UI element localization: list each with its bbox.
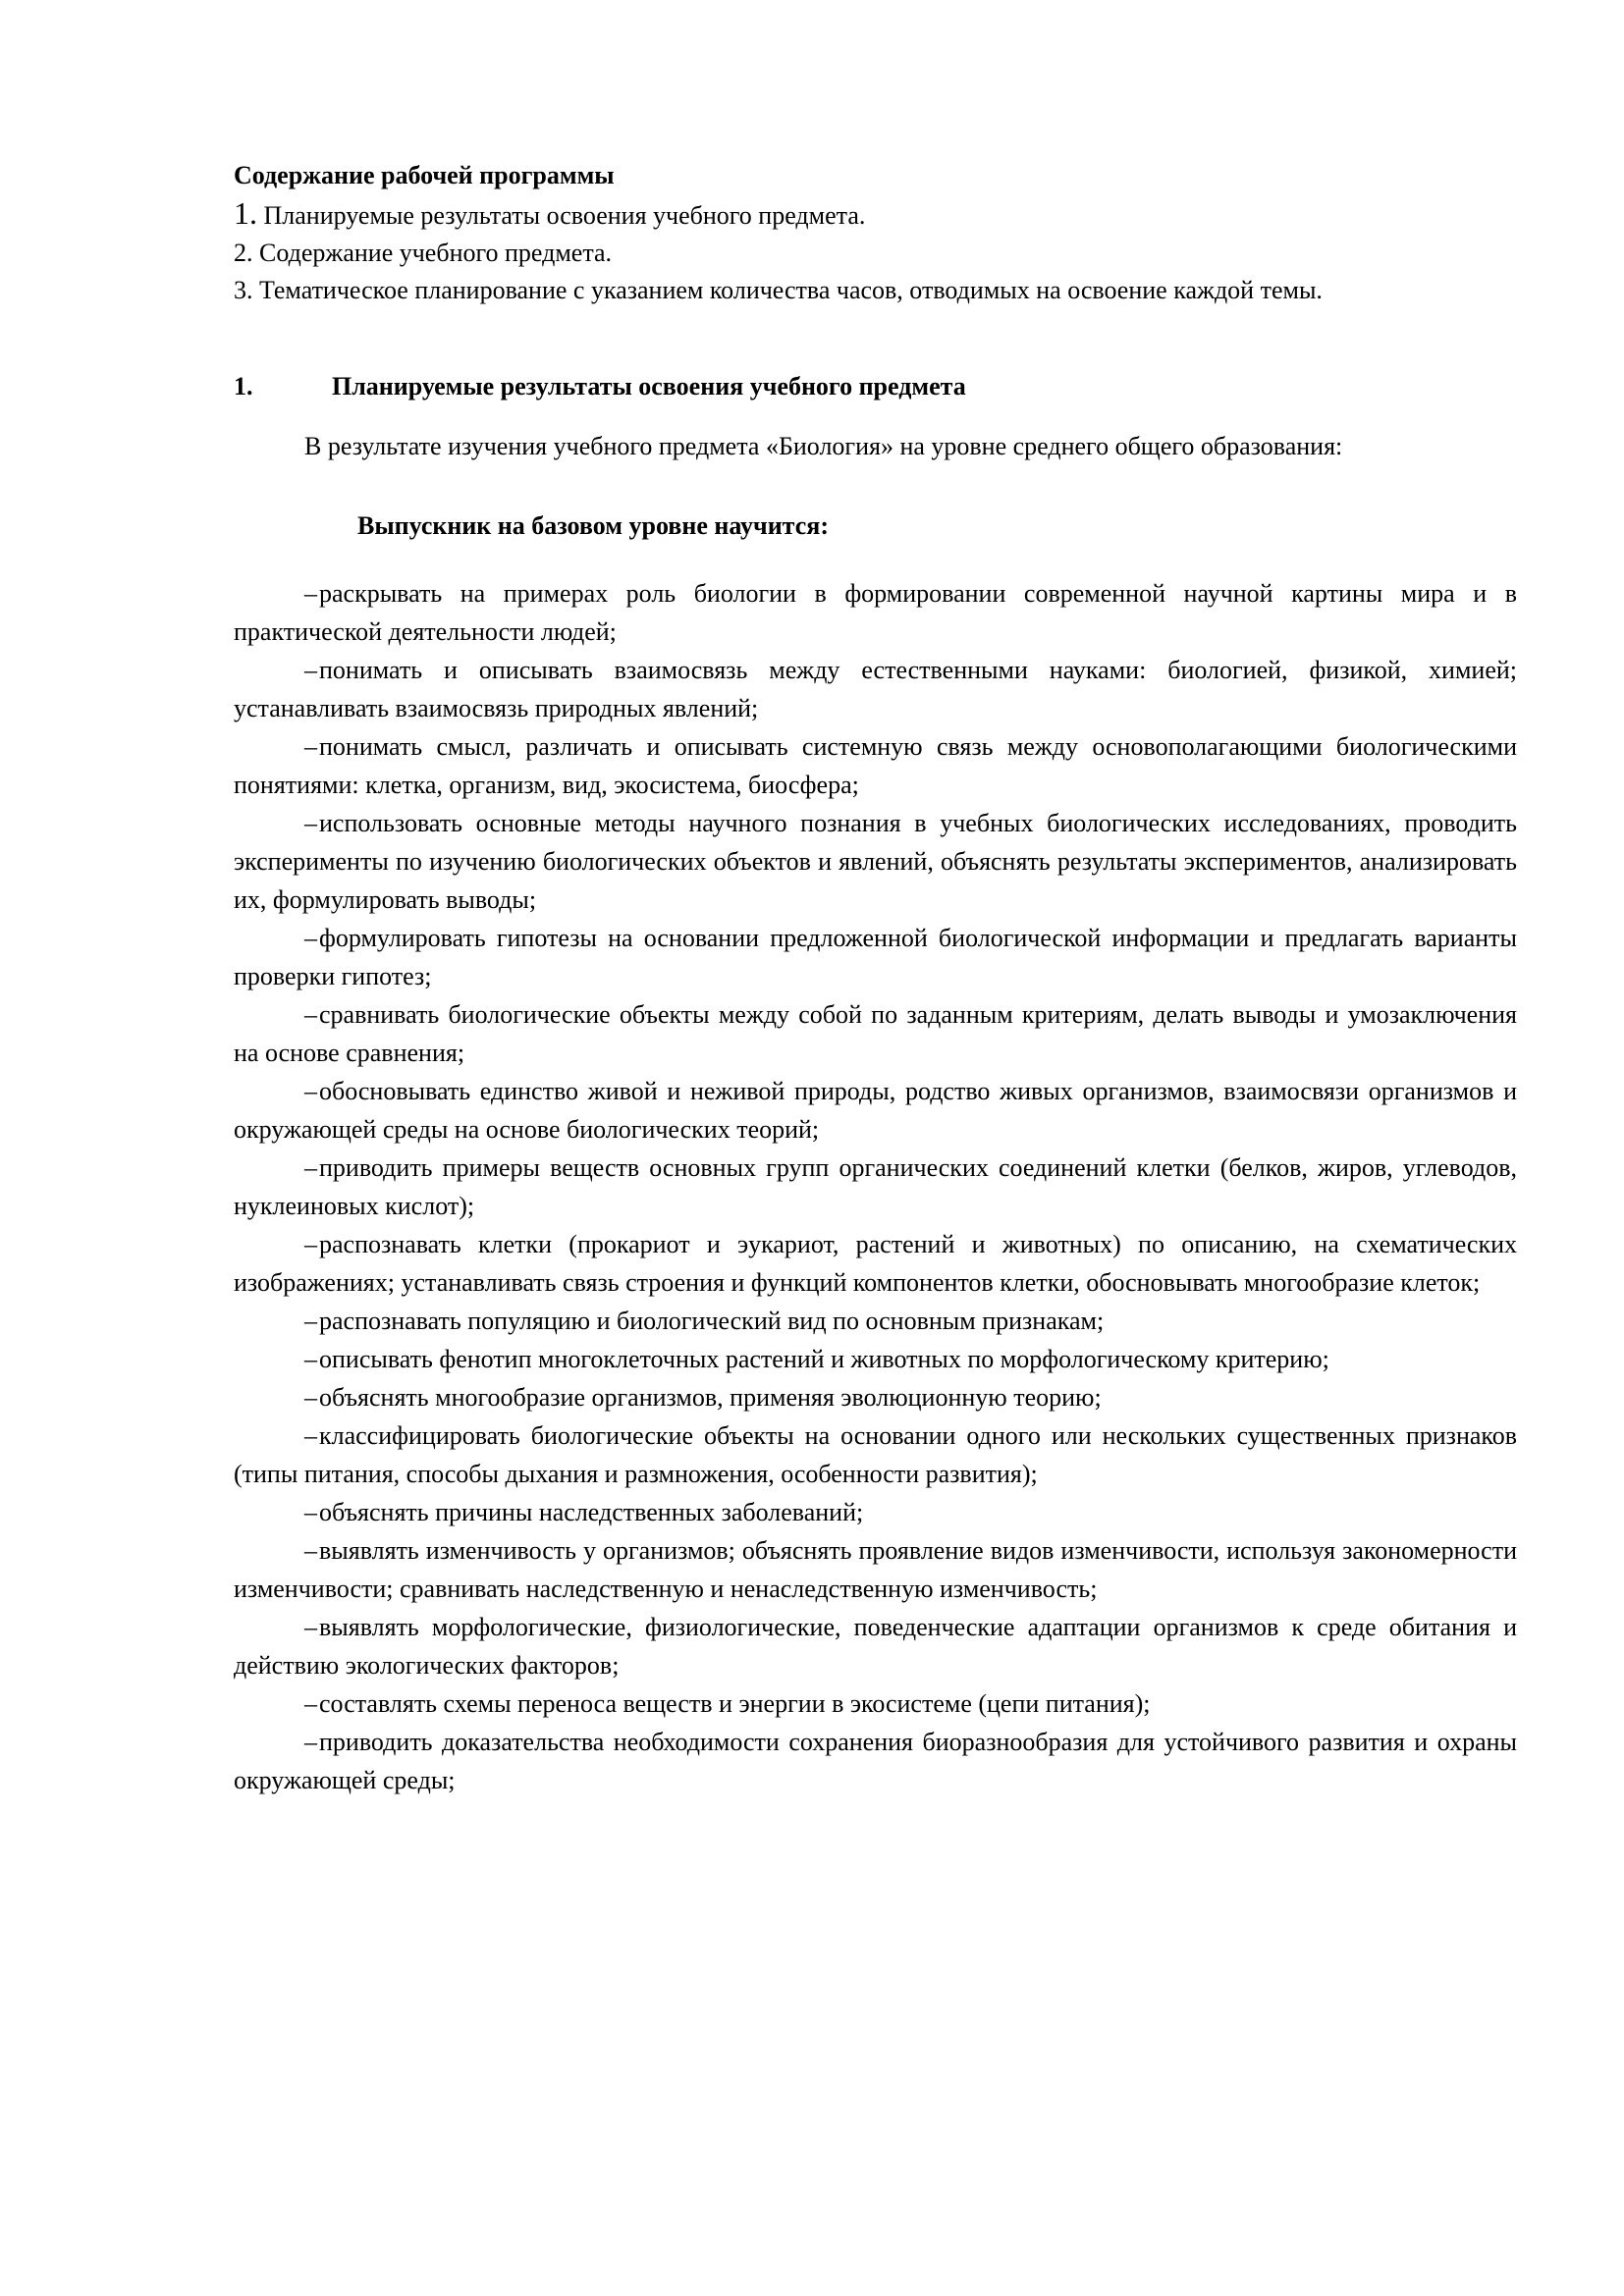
dash-bullet: – [304, 1689, 317, 1718]
list-item-text: классифицировать биологические объекты на основании одного или нескольких существенных признаков (типы питания, способы дыхания и размножения, особенности развития); [234, 1421, 1517, 1488]
list-item-text: объяснять многообразие организмов, применяя эволюционную теорию; [319, 1383, 1102, 1412]
dash-bullet: – [304, 1077, 317, 1105]
dash-bullet: – [304, 924, 317, 952]
list-item [234, 1302, 1517, 1340]
dash-bullet: – [304, 1345, 317, 1373]
list-item [234, 919, 1517, 995]
list-item-text: использовать основные методы научного познания в учебных биологических исследованиях, проводить эксперименты по изучению биологических объектов и явлений, объяснять результаты экспериментов, анализировать их, формулировать выводы; [234, 809, 1517, 914]
dash-bullet: – [304, 1498, 317, 1526]
list-item-text: распознавать популяцию и биологический вид по основным признакам; [319, 1307, 1105, 1335]
list-item [234, 1416, 1517, 1493]
toc-item-text: Тематическое планирование с указанием количества часов, отводимых на освоение каждой темы. [259, 276, 1323, 304]
list-item [234, 1684, 1517, 1723]
list-item-text: объяснять причины наследственных заболеваний; [319, 1498, 864, 1526]
dash-bullet: – [304, 1421, 317, 1450]
list-item [234, 1723, 1517, 1799]
dash-bullet: – [304, 579, 317, 608]
list-item-text: выявлять изменчивость у организмов; объяснять проявление видов изменчивости, используя закономерности изменчивости; сравнивать наследственную и ненаследственную изменчивость; [234, 1536, 1517, 1603]
toc-item-number: 3. [234, 276, 253, 304]
list-item-text: понимать смысл, различать и описывать системную связь между основополагающими биологическими понятиями: клетка, организм, вид, экосистема, биосфера; [234, 732, 1517, 799]
list-item [234, 1225, 1517, 1302]
intro-paragraph: В результате изучения учебного предмета «Биология» на уровне среднего общего образования: [304, 432, 1343, 460]
list-item-text: формулировать гипотезы на основании предложенной биологической информации и предлагать варианты проверки гипотез; [234, 924, 1517, 990]
outcome-list [234, 574, 1517, 1799]
list-item [234, 574, 1517, 651]
toc-item-text: Планируемые результаты освоения учебного предмета. [263, 201, 866, 230]
list-item-text: понимать и описывать взаимосвязь между естественными науками: биологией, физикой, химией; устанавливать взаимосвязь природных явлений; [234, 656, 1517, 722]
list-item-text: обосновывать единство живой и неживой природы, родство живых организмов, взаимосвязи организмов и окружающей среды на основе биологических теорий; [234, 1077, 1517, 1144]
dash-bullet: – [304, 1383, 317, 1412]
list-item-text: распознавать клетки (прокариот и эукариот, растений и животных) по описанию, на схематических изображениях; устанавливать связь строения и функций компонентов клетки, обосновывать многообразие клеток; [234, 1230, 1517, 1297]
toc-title: Содержание рабочей программы [234, 161, 615, 189]
toc-item-2 [234, 235, 1517, 272]
list-item [234, 1493, 1517, 1531]
subheading: Выпускник на базовом уровне научится: [357, 511, 830, 540]
toc-item-3 [234, 272, 1517, 309]
toc-item-number: 2. [234, 239, 253, 267]
list-item [234, 1148, 1517, 1225]
list-item-text: раскрывать на примерах роль биологии в формировании современной научной картины мира и в практической деятельности людей; [234, 579, 1517, 646]
dash-bullet: – [304, 1728, 317, 1756]
list-item-text: сравнивать биологические объекты между собой по заданным критериям, делать выводы и умозаключения на основе сравнения; [234, 1000, 1517, 1067]
toc-item-1 [234, 194, 1517, 235]
list-item-text: составлять схемы переноса веществ и энергии в экосистеме (цепи питания); [319, 1689, 1151, 1718]
section-title: Планируемые результаты освоения учебного предмета [332, 372, 966, 400]
dash-bullet: – [304, 1230, 317, 1258]
toc-item-number: 1. [234, 195, 257, 231]
list-item [234, 995, 1517, 1072]
dash-bullet: – [304, 1000, 317, 1029]
list-item [234, 1608, 1517, 1684]
list-item [234, 804, 1517, 919]
dash-bullet: – [304, 1613, 317, 1641]
list-item [234, 1072, 1517, 1148]
dash-bullet: – [304, 1307, 317, 1335]
document-page [234, 157, 1517, 1799]
list-item [234, 1531, 1517, 1608]
list-item [234, 727, 1517, 804]
dash-bullet: – [304, 1536, 317, 1565]
list-item-text: приводить доказательства необходимости сохранения биоразнообразия для устойчивого развития и охраны окружающей среды; [234, 1728, 1517, 1794]
toc-item-text: Содержание учебного предмета. [259, 239, 613, 267]
list-item [234, 1378, 1517, 1416]
list-item [234, 1340, 1517, 1378]
list-item [234, 651, 1517, 727]
list-item-text: приводить примеры веществ основных групп органических соединений клетки (белков, жиров, углеводов, нуклеиновых кислот); [234, 1153, 1517, 1220]
list-item-text: выявлять морфологические, физиологические, поведенческие адаптации организмов к среде обитания и действию экологических факторов; [234, 1613, 1517, 1680]
dash-bullet: – [304, 656, 317, 684]
dash-bullet: – [304, 809, 317, 837]
list-item-text: описывать фенотип многоклеточных растений и животных по морфологическому критерию; [319, 1345, 1329, 1373]
dash-bullet: – [304, 732, 317, 761]
section-heading [234, 368, 1517, 405]
section-number: 1. [234, 372, 253, 400]
dash-bullet: – [304, 1153, 317, 1182]
